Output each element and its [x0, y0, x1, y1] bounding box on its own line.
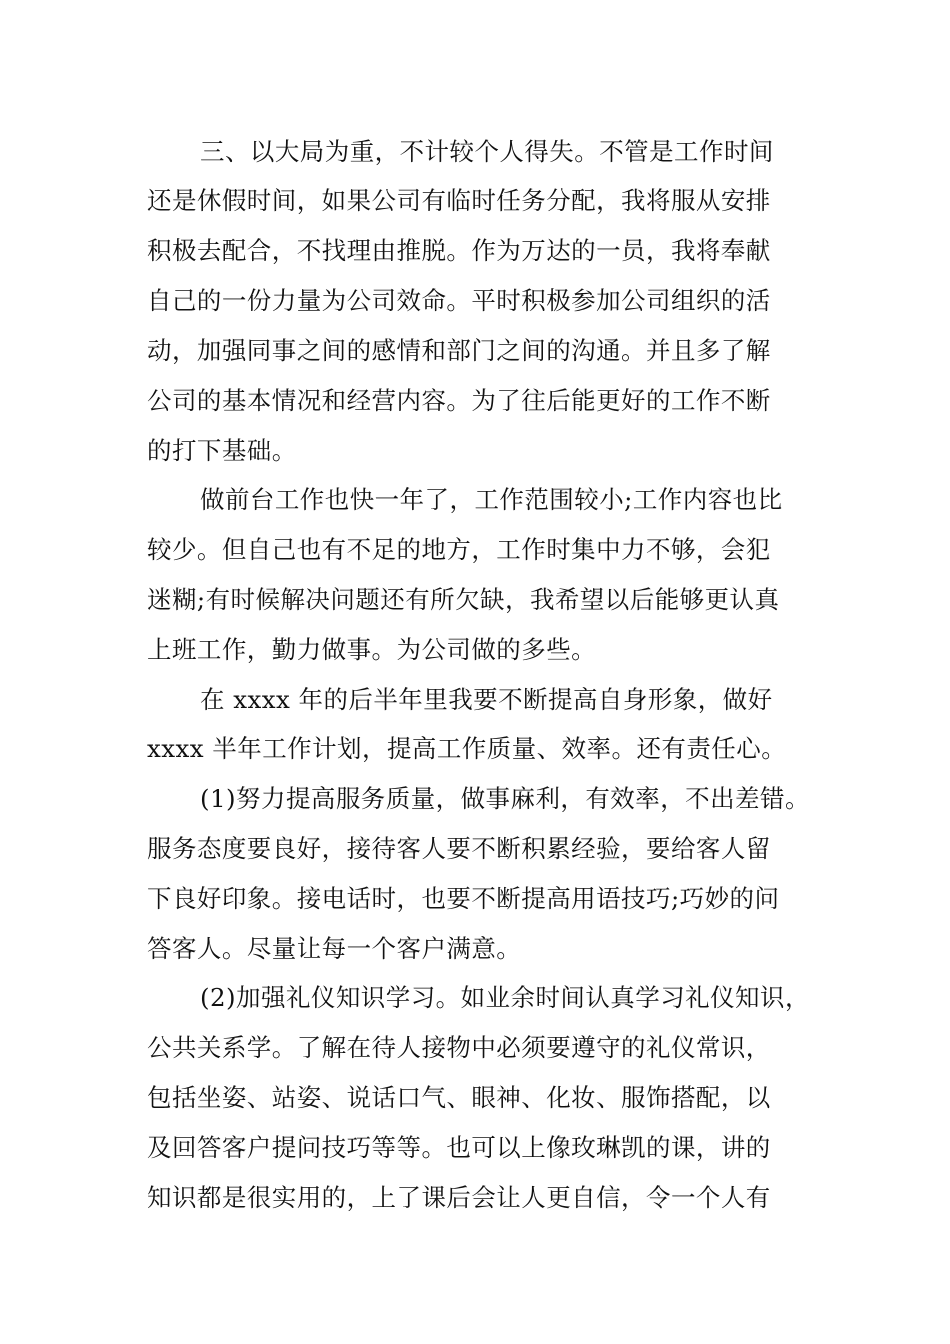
paragraph-line: 及回答客户提问技巧等等。也可以上像玫琳凯的课，讲的 [147, 1133, 771, 1162]
paragraph-line: 做前台工作也快一年了，工作范围较小;工作内容也比 [200, 485, 783, 514]
paragraph-line: 还是休假时间，如果公司有临时任务分配，我将服从安排 [147, 186, 771, 215]
paragraph-line: 上班工作，勤力做事。为公司做的多些。 [147, 635, 597, 664]
paragraph-line: 下良好印象。接电话时，也要不断提高用语技巧;巧妙的问 [147, 884, 780, 913]
paragraph-line: 服务态度要良好，接待客人要不断积累经验，要给客人留 [147, 834, 771, 863]
paragraph-line: 公共关系学。了解在待人接物中必须要遵守的礼仪常识， [147, 1033, 771, 1062]
paragraph-line: 的打下基础。 [147, 436, 297, 465]
paragraph-line: xxxx 半年工作计划，提高工作质量、效率。还有责任心。 [147, 734, 787, 763]
paragraph-line: 自己的一份力量为公司效命。平时积极参加公司组织的活 [147, 286, 771, 315]
paragraph-line: 迷糊;有时候解决问题还有所欠缺，我希望以后能够更认真 [147, 585, 780, 614]
paragraph-line: 公司的基本情况和经营内容。为了往后能更好的工作不断 [147, 386, 771, 415]
paragraph-line: (2)加强礼仪知识学习。如业余时间认真学习礼仪知识， [200, 983, 810, 1012]
paragraph-line: 较少。但自己也有不足的地方，工作时集中力不够，会犯 [147, 535, 771, 564]
paragraph-line: 答客人。尽量让每一个客户满意。 [147, 934, 522, 963]
paragraph-line: 动，加强同事之间的感情和部门之间的沟通。并且多了解 [147, 336, 771, 365]
paragraph-line: 三、以大局为重，不计较个人得失。不管是工作时间 [200, 137, 774, 166]
paragraph-line: 在 xxxx 年的后半年里我要不断提高自身形象，做好 [200, 685, 773, 714]
paragraph-line: 知识都是很实用的，上了课后会让人更自信，令一个人有 [147, 1183, 771, 1212]
paragraph-line: (1)努力提高服务质量，做事麻利，有效率，不出差错。 [200, 784, 810, 813]
paragraph-line: 积极去配合，不找理由推脱。作为万达的一员，我将奉献 [147, 236, 771, 265]
paragraph-line: 包括坐姿、站姿、说话口气、眼神、化妆、服饰搭配，以 [147, 1083, 771, 1112]
